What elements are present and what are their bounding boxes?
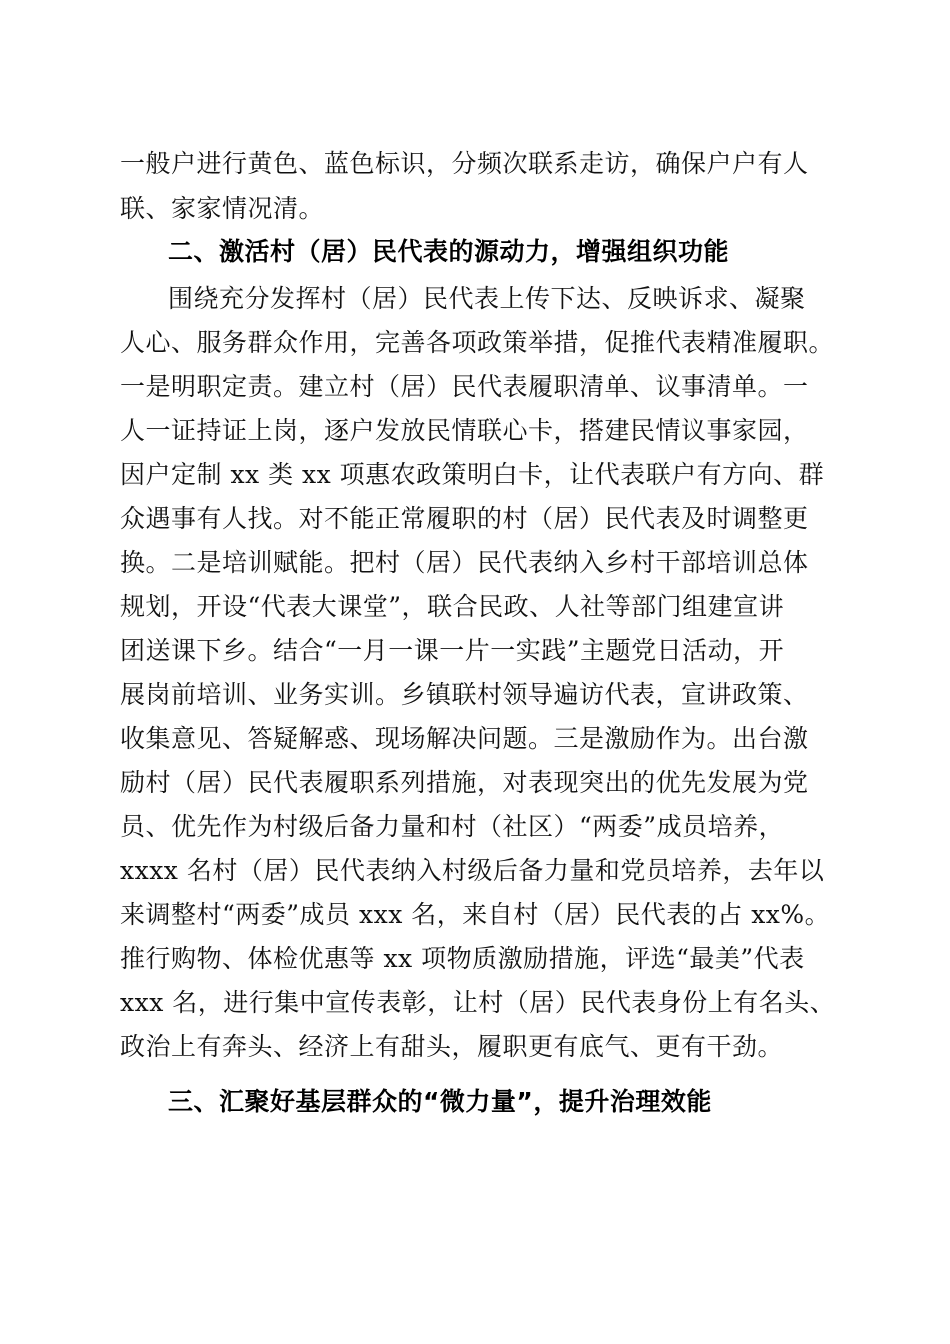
paragraph-line: 人心、服务群众作用，完善各项政策举措，促推代表精准履职。 bbox=[120, 328, 835, 357]
paragraph-line: 员、优先作为村级后备力量和村（社区）“两委”成员培养， bbox=[120, 812, 785, 841]
paragraph-line: 一般户进行黄色、蓝色标识，分频次联系走访，确保户户有人 bbox=[120, 149, 809, 178]
paragraph-line: 众遇事有人找。对不能正常履职的村（居）民代表及时调整更 bbox=[120, 504, 809, 533]
paragraph-line: 展岗前培训、业务实训。乡镇联村领导遍访代表，宣讲政策、 bbox=[120, 680, 809, 709]
paragraph-line: 来调整村“两委”成员 xxx 名，来自村（居）民代表的占 xx%。 bbox=[120, 900, 831, 929]
section-heading-3: 三、汇聚好基层群众的“微力量”，提升治理效能 bbox=[168, 1087, 712, 1116]
paragraph-line: 一是明职定责。建立村（居）民代表履职清单、议事清单。一 bbox=[120, 372, 809, 401]
paragraph-line: 联、家家情况清。 bbox=[120, 194, 325, 223]
paragraph-line: 推行购物、体检优惠等 xx 项物质激励措施，评选“最美”代表 bbox=[120, 944, 805, 973]
paragraph-line: xxx 名，进行集中宣传表彰，让村（居）民代表身份上有名头、 bbox=[120, 988, 836, 1017]
paragraph-line: xxxx 名村（居）民代表纳入村级后备力量和党员培养，去年以 bbox=[120, 856, 825, 885]
section-heading-2: 二、激活村（居）民代表的源动力，增强组织功能 bbox=[168, 237, 730, 266]
paragraph-line: 规划，开设“代表大课堂”，联合民政、人社等部门组建宣讲 bbox=[120, 592, 785, 621]
paragraph-line: 因户定制 xx 类 xx 项惠农政策明白卡，让代表联户有方向、群 bbox=[120, 460, 825, 489]
paragraph-line: 收集意见、答疑解惑、现场解决问题。三是激励作为。出台激 bbox=[120, 724, 809, 753]
paragraph-line: 团送课下乡。结合“一月一课一片一实践”主题党日活动，开 bbox=[120, 636, 785, 665]
paragraph-line: 政治上有奔头、经济上有甜头，履职更有底气、更有干劲。 bbox=[120, 1032, 784, 1061]
paragraph-line: 励村（居）民代表履职系列措施，对表现突出的优先发展为党 bbox=[120, 768, 809, 797]
paragraph-line: 换。二是培训赋能。把村（居）民代表纳入乡村干部培训总体 bbox=[120, 548, 809, 577]
paragraph-line: 人一证持证上岗，逐户发放民情联心卡，搭建民情议事家园， bbox=[120, 416, 809, 445]
paragraph-line: 围绕充分发挥村（居）民代表上传下达、反映诉求、凝聚 bbox=[168, 284, 806, 313]
